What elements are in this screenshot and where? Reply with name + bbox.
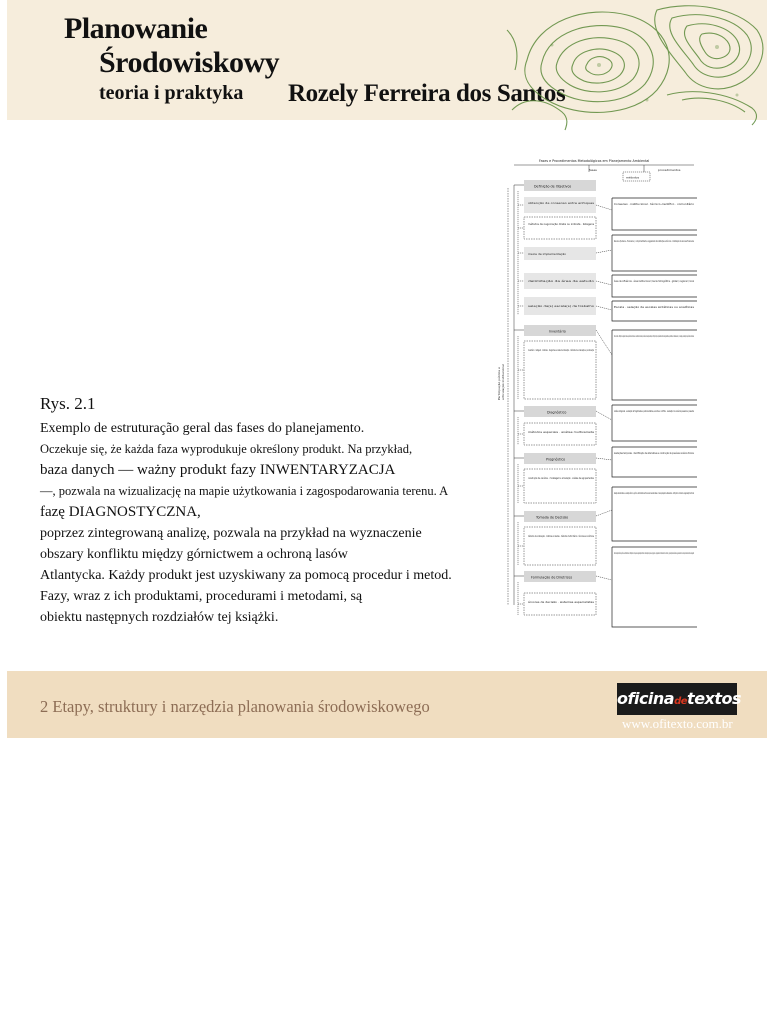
- caption-line: baza danych — ważny produkt fazy INWENTARYZACJA: [40, 462, 396, 478]
- product-label: Escala · seleção de escalas sintéticas ou analíticas: [614, 305, 695, 309]
- caption-line: Fazy, wraz z ich produktami, procedurami i metodami, są: [40, 589, 363, 604]
- methodology-flow-diagram: [494, 155, 737, 635]
- book-title-line1: Planowanie: [64, 12, 208, 45]
- header-banner: [7, 0, 767, 120]
- slide: [7, 0, 767, 740]
- caption-line: Atlantycka. Każdy produkt jest uzyskiwany za pomocą procedur i metod.: [40, 568, 452, 583]
- diagram-header-procedimentos: procedimentos: [658, 168, 681, 172]
- caption-line: obszary konfliktu między górnictwem a ochroną lasów: [40, 547, 348, 562]
- product-label: Seleção de alternativas · avaliação técnica, jurídica, administrativa e financeira das alternativas · hierarquização de alternativas · definição do modelo de organização territorial: [614, 491, 695, 495]
- logo-mid: de: [674, 696, 688, 707]
- product-label: Área de influência · área institucional / bacia hidrográfica · global / regional / local: [614, 279, 737, 283]
- procedure-labels: [528, 201, 594, 604]
- publisher-logo: [617, 683, 742, 715]
- phase-label: Inventário: [549, 329, 566, 334]
- diagram-side-label: articulação institucional: [501, 364, 505, 400]
- procedure-label: métodos espaciais · análise multivariada: [528, 430, 595, 434]
- diagram-header-metodos: métodos: [626, 175, 640, 180]
- product-label: Consenso · institucional · técnico-científico · comunitário: [614, 202, 695, 206]
- procedure-label: métodos de ordenação · matrizes cruzadas · métodos multicritérios · técnicas econômicas: [528, 534, 595, 538]
- procedure-label: delimitação da área de estudo: [528, 279, 595, 283]
- logo-right: textos: [687, 689, 742, 708]
- publisher-url[interactable]: www.ofitexto.com.br: [622, 716, 733, 731]
- diagram-side-label: Participação pública e: [497, 367, 501, 400]
- phase-label: Prognóstico: [546, 457, 566, 462]
- author-name: Rozely Ferreira dos Santos: [288, 80, 566, 107]
- procedure-label: construção de cenários · modelagem e simulação · análise de agrupamentos: [528, 476, 595, 480]
- chapter-title: 2 Etapy, struktury i narzędzia planowania środowiskowego: [40, 697, 430, 716]
- diagram-title: Fases e Procedimentos Metodológicos em Planejamento Ambiental: [539, 159, 650, 163]
- logo-wordmark: [617, 683, 742, 715]
- logo-left: oficina: [617, 689, 675, 708]
- caption-line: Oczekuje się, że każda faza wyprodukuje określony produkt. Na przykład,: [40, 442, 413, 456]
- procedure-label: seleção da(s) escala(s) de trabalho: [528, 304, 595, 308]
- procedure-label: métodos de negociação direta ou indireta · listagens: [528, 222, 595, 226]
- book-subtitle: teoria i praktyka: [99, 82, 244, 104]
- product-labels: [614, 202, 737, 555]
- phase-boxes: [524, 180, 596, 582]
- figure-label: Rys. 2.1: [40, 394, 96, 413]
- book-title-line2: Środowiskowy: [99, 46, 280, 79]
- procedure-label: árvores de decisão · sistemas especialistas: [528, 600, 595, 604]
- procedure-label: obtenção de consenso entre enfoques: [528, 201, 595, 205]
- phase-label: Definição de Objetivos: [534, 184, 572, 189]
- procedure-label: meios de implementação: [528, 252, 567, 256]
- caption-line: fazę DIAGNOSTYCZNA,: [40, 504, 201, 520]
- product-label: Banco de dados · definição de categorias, fatores e parâmetros indicadores · levantamento de dados (secundários, observações diretas) · definição dos tipos de parâmetros indicadores (qualitativos, quantitativos, multiescalares etc.) · ordenação e ponderação dos parâmetros indicadores: [614, 334, 695, 338]
- caption-line: obiektu następnych rozdziałów tej książki.: [40, 610, 279, 625]
- caption-line: —, pozwala na wizualizację na mapie użytkowania i zagospodarowania terenu. A: [40, 484, 449, 498]
- diagram-header-fases: fases: [589, 168, 597, 172]
- connector-lines: [514, 165, 644, 615]
- phase-label: Formulação de Diretrizes: [531, 575, 573, 580]
- product-label: Análise integrada · avaliação de fragilidades e potencialidades, acertos e conflitos · avaliação dos cenários passado e presente: [614, 409, 695, 413]
- topographic-map-illustration: [507, 0, 767, 120]
- caption-line: poprzez zintegrowaną analizę, pozwala na przykład na wyznaczenie: [40, 526, 422, 541]
- product-label: Avaliações temporais · identificação de alternativas e construção de possíveis cenários futuros: [614, 451, 695, 455]
- phase-label: Diagnóstico: [547, 410, 567, 415]
- phase-label: Tomada de Decisão: [536, 515, 569, 520]
- product-label: Instrumentação técnica jurídica e administrativa · definição de normas para organização territorial · elaboração de planos e programas · propostas de monitoramento e controle · proposição de subsídios ao gerenciamento · elaboração de mecanismos de gestão: [614, 551, 695, 555]
- figure-caption: [40, 394, 452, 628]
- footer-bar: [7, 671, 767, 738]
- procedure-label: inventário · listagem · matrizes · diagramas e redes de interação · métodos de ordenação e ponderação: [528, 348, 595, 352]
- product-label: Recursos (humanos – financeiros) · comprometimento, engajamento de instituições e técnicos · mobilização de recursos financeiros: [614, 239, 695, 243]
- caption-line: Exemplo de estruturação geral das fases do planejamento.: [40, 421, 365, 436]
